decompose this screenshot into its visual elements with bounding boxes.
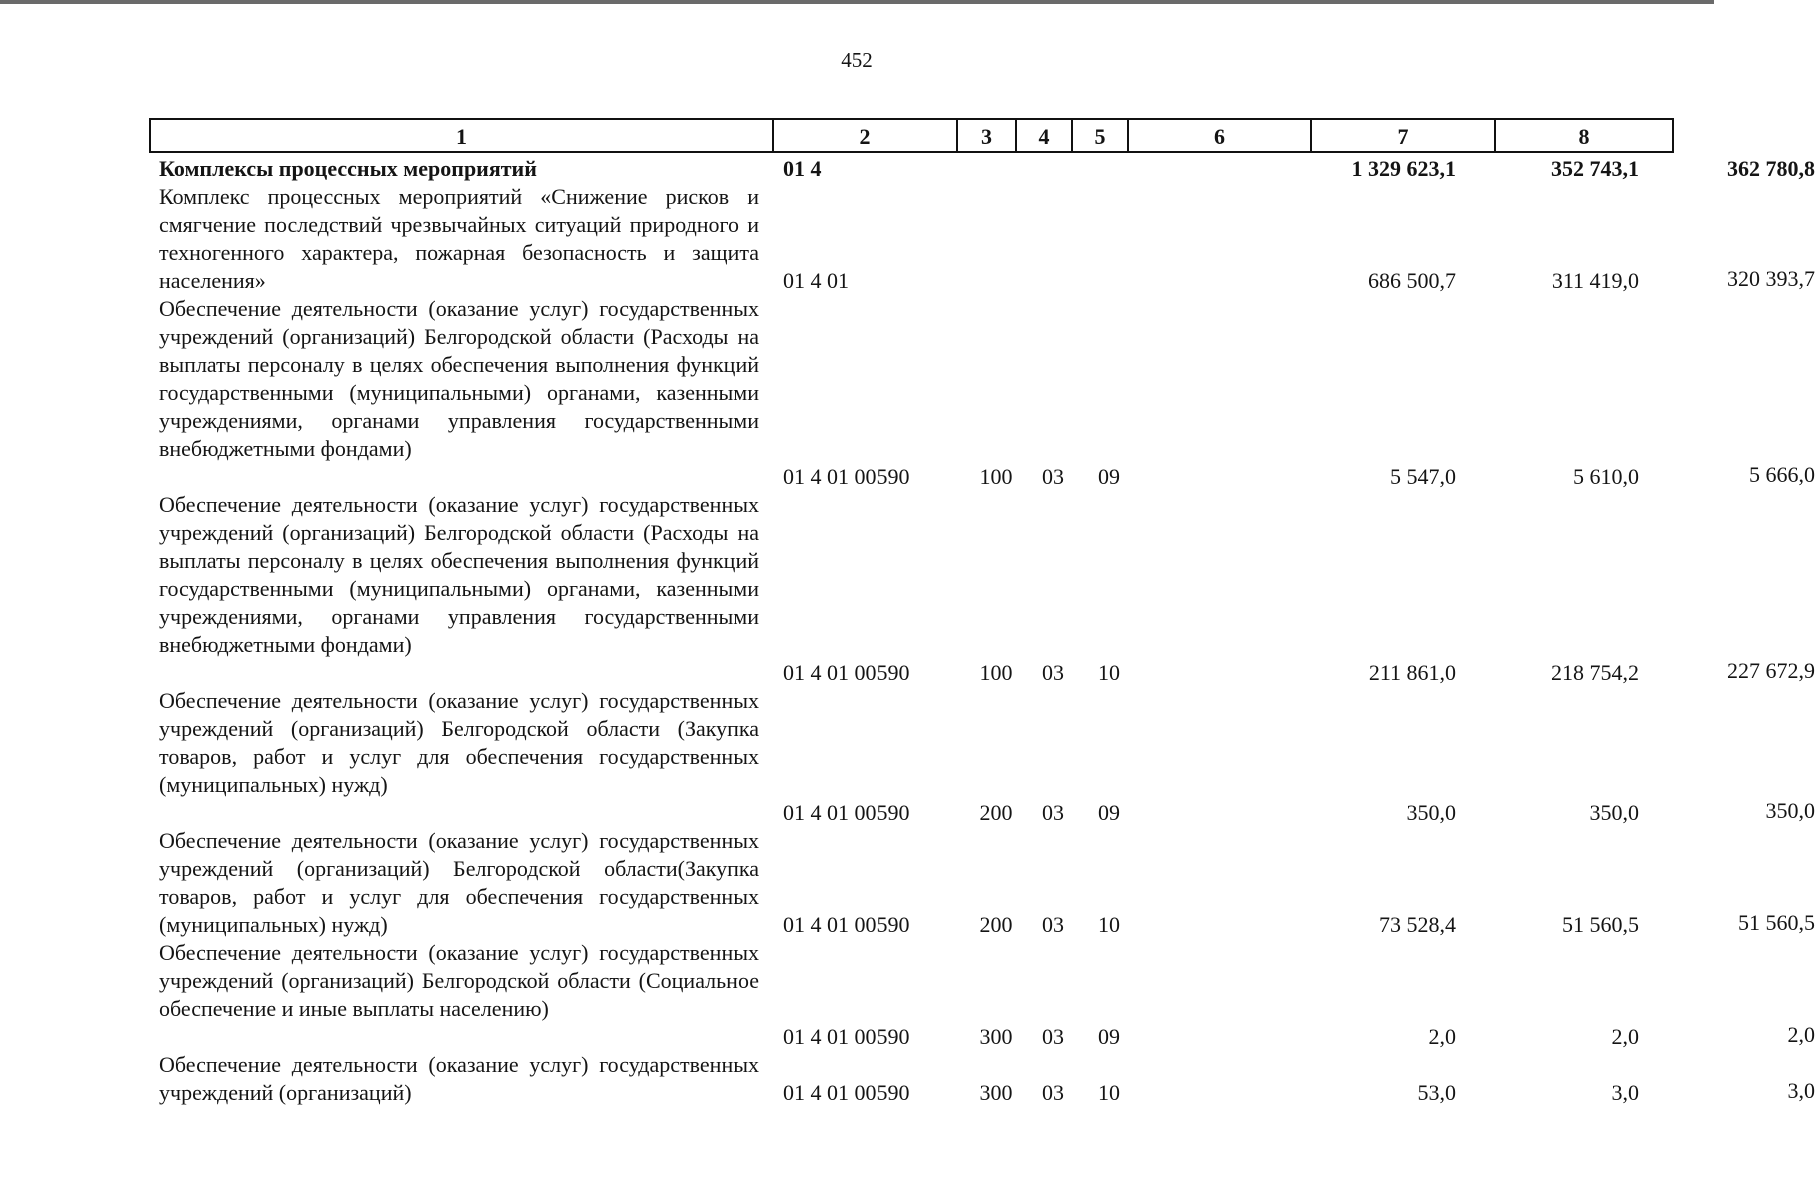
row-value-col8: 2,0 [1787, 1022, 1815, 1047]
row-section: 03 [1042, 800, 1064, 825]
row-code: 01 4 01 00590 [783, 1024, 910, 1049]
row-value-col8: 362 780,8 [1727, 156, 1815, 181]
row-description: Обеспечение деятельности (оказание услуг) государственных учреждений (организаций) Белгородской области (Закупка товаров, работ и услуг для обеспечения государственных (муниципальных) нужд) [159, 688, 759, 797]
row-code: 01 4 01 [783, 268, 849, 293]
row-expense-type: 200 [979, 912, 1013, 937]
row-description: Обеспечение деятельности (оказание услуг) государственных учреждений (организаций) Белгородской области (Расходы на выплаты персоналу в целях обеспечения выполнения функций государственными (муниципальными) органами, казенными учреждениями, органами управления государственными внебюджетными фондами) [159, 296, 759, 461]
row-subsection: 10 [1098, 1080, 1120, 1105]
row-description: Обеспечение деятельности (оказание услуг) государственных учреждений (организаций) Белгородской области (Расходы на выплаты персоналу в целях обеспечения выполнения функций государственными (муниципальными) органами, казенными учреждениями, органами управления государственными внебюджетными фондами) [159, 492, 759, 657]
row-expense-type: 300 [979, 1080, 1013, 1105]
row-subsection: 09 [1098, 1024, 1120, 1049]
row-code: 01 4 01 00590 [783, 912, 910, 937]
column-header-1: 1 [456, 124, 467, 149]
column-header-5: 5 [1071, 120, 1127, 151]
page-number: 452 [841, 48, 873, 72]
row-subsection: 09 [1098, 464, 1120, 489]
table-row [149, 491, 1815, 687]
row-section: 03 [1042, 464, 1064, 489]
row-value-col6: 73 528,4 [1379, 912, 1456, 937]
row-value-col8: 51 560,5 [1738, 910, 1815, 935]
row-value-col7: 51 560,5 [1562, 912, 1639, 937]
row-description: Обеспечение деятельности (оказание услуг) государственных учреждений (организаций) Белгородской области (Социальное обеспечение и иные выплаты населению) [159, 940, 759, 1021]
row-value-col7: 350,0 [1589, 800, 1639, 825]
row-section: 03 [1042, 912, 1064, 937]
row-value-col6: 2,0 [1428, 1024, 1456, 1049]
row-code: 01 4 [783, 156, 822, 181]
row-section: 03 [1042, 1024, 1064, 1049]
table-row [149, 687, 1815, 827]
row-value-col7: 2,0 [1611, 1024, 1639, 1049]
row-description: Обеспечение деятельности (оказание услуг) государственных учреждений (организаций) Белгородской области(Закупка товаров, работ и услуг для обеспечения государственных (муниципальных) нужд) [159, 828, 759, 937]
row-subsection: 09 [1098, 800, 1120, 825]
table-row [149, 1051, 1815, 1107]
row-value-col8: 320 393,7 [1727, 266, 1815, 291]
row-value-col8: 5 666,0 [1749, 462, 1815, 487]
row-value-col6: 211 861,0 [1368, 660, 1456, 685]
row-value-col8: 3,0 [1787, 1078, 1815, 1103]
table-row [149, 939, 1815, 1051]
row-value-col7: 311 419,0 [1551, 268, 1639, 293]
column-header-7: 7 [1310, 120, 1494, 151]
column-header-2: 2 [772, 120, 956, 151]
table-row [149, 827, 1815, 939]
table-header-row [149, 118, 1674, 153]
row-expense-type: 300 [979, 1024, 1013, 1049]
row-description: Комплексы процессных мероприятий [159, 156, 537, 181]
column-header-6: 6 [1127, 120, 1310, 151]
row-description: Обеспечение деятельности (оказание услуг) государственных учреждений (организаций) [159, 1052, 759, 1105]
row-subsection: 10 [1098, 660, 1120, 685]
row-description: Комплекс процессных мероприятий «Снижение рисков и смягчение последствий чрезвычайных ситуаций природного и техногенного характера, пожарная безопасность и защита населения» [159, 184, 759, 293]
row-value-col7: 218 754,2 [1551, 660, 1639, 685]
table-row [149, 183, 1815, 295]
table-row [149, 155, 1815, 183]
row-code: 01 4 01 00590 [783, 464, 910, 489]
row-expense-type: 100 [979, 660, 1013, 685]
column-header-3: 3 [956, 120, 1015, 151]
row-expense-type: 100 [979, 464, 1013, 489]
row-value-col6: 1 329 623,1 [1351, 156, 1456, 181]
row-code: 01 4 01 00590 [783, 660, 910, 685]
row-section: 03 [1042, 1080, 1064, 1105]
row-value-col8: 350,0 [1765, 798, 1815, 823]
row-value-col7: 3,0 [1611, 1080, 1639, 1105]
row-value-col7: 352 743,1 [1551, 156, 1639, 181]
row-value-col8: 227 672,9 [1727, 658, 1815, 683]
row-value-col7: 5 610,0 [1573, 464, 1639, 489]
row-value-col6: 686 500,7 [1368, 268, 1456, 293]
table-row [149, 295, 1815, 491]
row-value-col6: 53,0 [1417, 1080, 1456, 1105]
row-value-col6: 350,0 [1406, 800, 1456, 825]
row-expense-type: 200 [979, 800, 1013, 825]
row-section: 03 [1042, 660, 1064, 685]
row-value-col6: 5 547,0 [1390, 464, 1456, 489]
column-header-8: 8 [1494, 120, 1672, 151]
row-subsection: 10 [1098, 912, 1120, 937]
scan-top-edge [0, 0, 1714, 4]
row-code: 01 4 01 00590 [783, 1080, 910, 1105]
row-code: 01 4 01 00590 [783, 800, 910, 825]
column-header-4: 4 [1015, 120, 1071, 151]
